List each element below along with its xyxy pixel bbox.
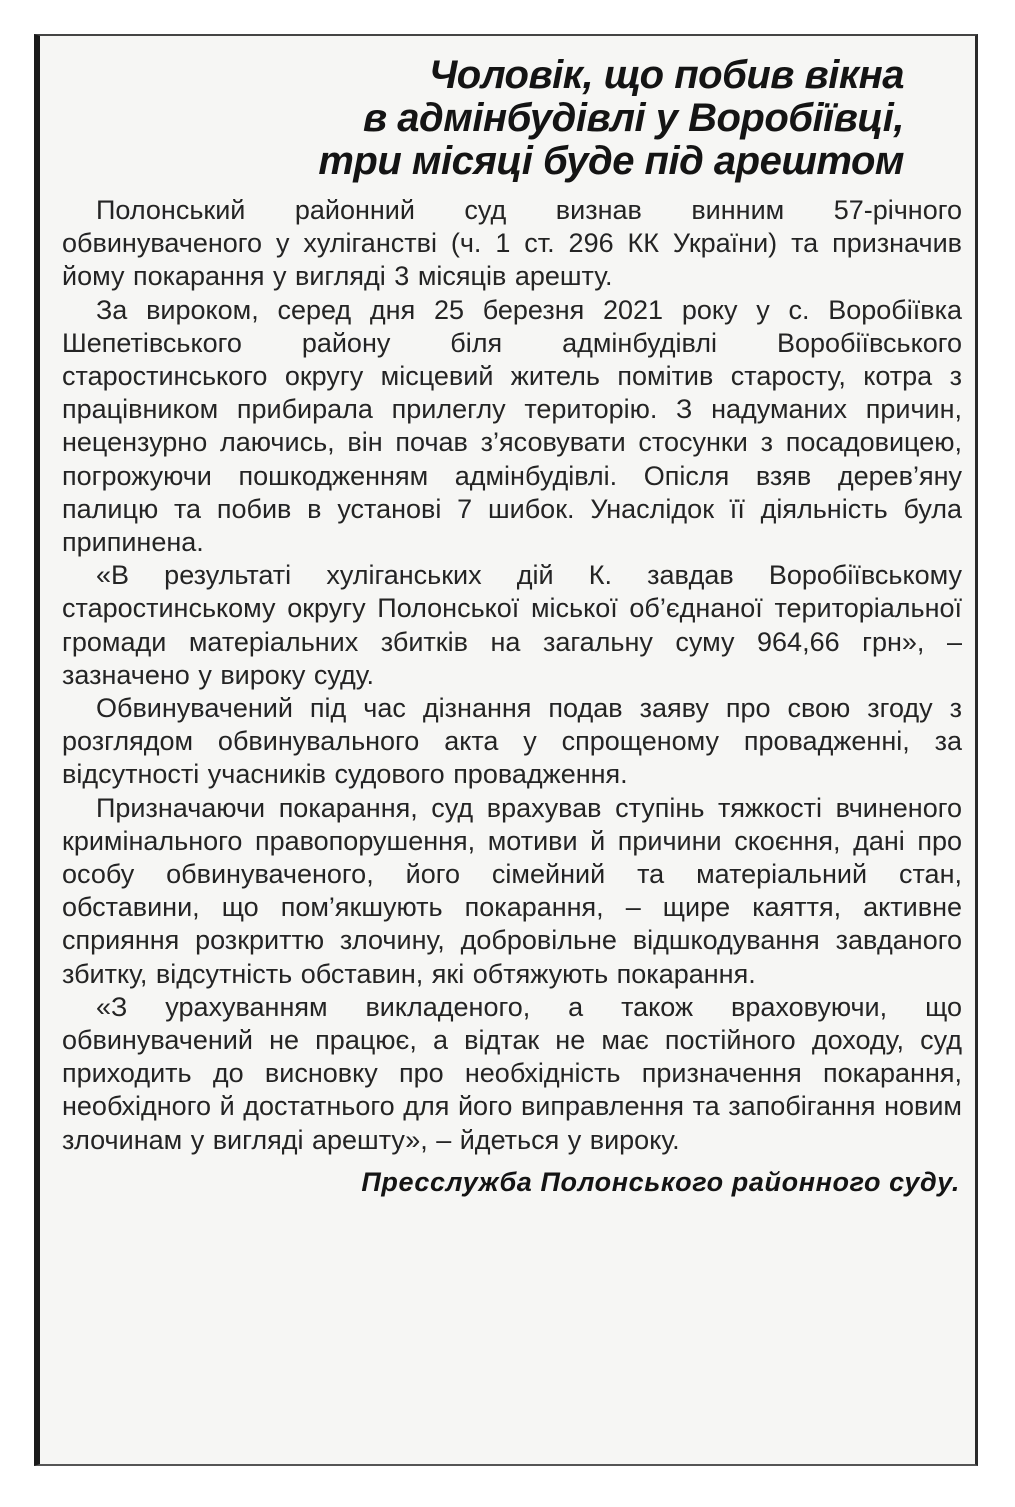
signature: Пресслужба Полонського районного суду. bbox=[361, 1166, 960, 1197]
headline-line: Чоловік, що побив вікна bbox=[428, 53, 904, 97]
article bbox=[62, 54, 962, 1198]
headline-line: в адмінбудівлі у Воробіївці, bbox=[363, 96, 904, 140]
paragraph-verdict: Полонський районний суд визнав винним 57-річного обвинуваченого у хуліганстві (ч. 1 ст. 296 КК України) та призначив йому покарання у вигляді 3 місяців арешту. bbox=[62, 195, 962, 292]
paragraph-incident: За вироком, серед дня 25 березня 2021 року у с. Воробіївка Шепетівського району біля адмінбудівлі Воробіївського старостинського округу місцевий житель помітив старосту, котра з працівником прибирала прилеглу територію. З надуманих причин, нецензурно лаючись, він почав з’ясовувати стосунки з посадовицею, погрожуючи пошкодженням адмінбудівлі. Опісля взяв дерев’яну палицю та побив в установі 7 шибок. Унаслідок її діяльність була припинена. bbox=[62, 294, 962, 558]
article-body bbox=[62, 194, 962, 1157]
headline-line: три місяці буде під арештом bbox=[318, 139, 904, 183]
paragraph-conclusion-quote: «З урахуванням викладеного, а також враховуючи, що обвинувачений не працює, а відтак не має постійного доходу, суд приходить до висновку про необхідність призначення покарання, необхідного й достатнього для його виправлення та запобігання новим злочинам у вигляді арешту», – йдеться у вироку. bbox=[62, 991, 962, 1155]
paragraph-sentencing-factors: Призначаючи покарання, суд врахував ступінь тяжкості вчиненого кримінального правопорушення, мотиви й причини скоєння, дані про особу обвинуваченого, його сімейний та матеріальний стан, обставини, що пом’якшують покарання, – щире каяття, активне сприяння розкриттю злочину, добровільне відшкодування завданого збитку, відсутність обставин, які обтяжують покарання. bbox=[62, 792, 962, 989]
newspaper-clipping bbox=[34, 34, 978, 1466]
paragraph-damages-quote: «В результаті хуліганських дій К. завдав Воробіївському старостинському округу Полонської міської об’єднаної територіальної громади матеріальних збитків на загальну суму 964,66 грн», – зазначено у вироку суду. bbox=[62, 560, 962, 690]
headline bbox=[62, 54, 962, 183]
paragraph-simplified-procedure: Обвинувачений під час дізнання подав заяву про свою згоду з розглядом обвинувального акта у спрощеному провадженні, за відсутності учасників судового провадження. bbox=[62, 693, 962, 790]
